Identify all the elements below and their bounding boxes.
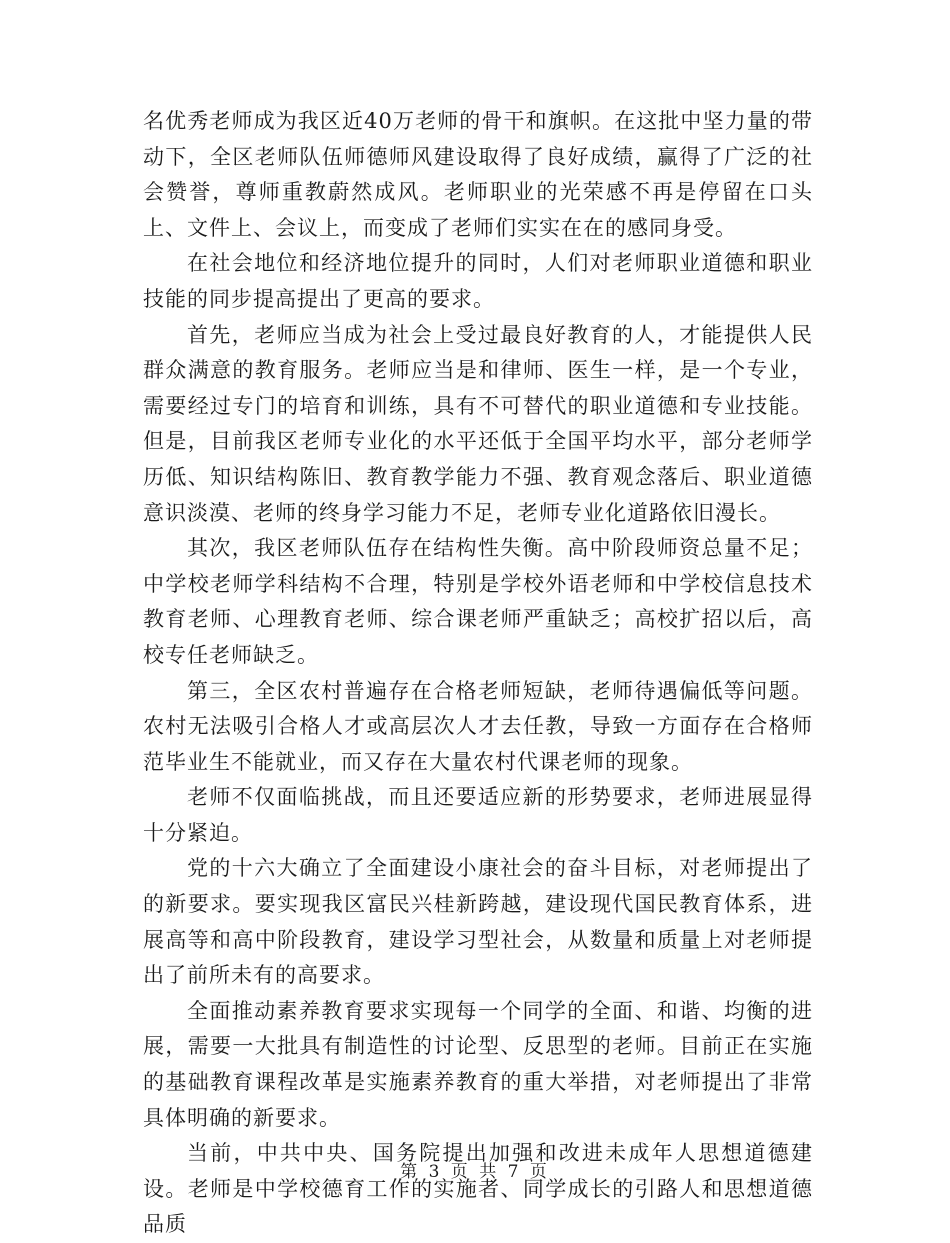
paragraph: 首先，老师应当成为社会上受过最良好教育的人，才能提供人民群众满意的教育服务。老师应当是和律师、医生一样，是一个专业，需要经过专门的培育和训练，具有不可替代的职业道德和专业技能。但是，目前我区老师专业化的水平还低于全国平均水平，部分老师学历低、知识结构陈旧、教育教学能力不强、教育观念落后、职业道德意识淡漠、老师的终身学习能力不足，老师专业化道路依旧漫长。 (143, 322, 813, 525)
paragraph: 第三，全区农村普遍存在合格老师短缺，老师待遇偏低等问题。农村无法吸引合格人才或高层次人才去任教，导致一方面存在合格师范毕业生不能就业，而又存在大量农村代课老师的现象。 (143, 678, 813, 774)
document-body (143, 104, 813, 1243)
paragraph: 老师不仅面临挑战，而且还要适应新的形势要求，老师进展显得十分紧迫。 (143, 785, 813, 845)
paragraph: 当前，中共中央、国务院提出加强和改进未成年人思想道德建设。老师是中学校德育工作的实施者、同学成长的引路人和思想道德品质 (143, 1141, 813, 1237)
paragraph: 在社会地位和经济地位提升的同时，人们对老师职业道德和职业技能的同步提高提出了更高的要求。 (143, 251, 813, 311)
paragraph: 名优秀老师成为我区近40万老师的骨干和旗帜。在这批中坚力量的带动下，全区老师队伍师德师风建设取得了良好成绩，赢得了广泛的社会赞誉，尊师重教蔚然成风。老师职业的光荣感不再是停留在口头上、文件上、会议上，而变成了老师们实实在在的感同身受。 (143, 109, 813, 240)
paragraph: 全面推动素养教育要求实现每一个同学的全面、和谐、均衡的进展，需要一大批具有制造性的讨论型、反思型的老师。目前正在实施的基础教育课程改革是实施素养教育的重大举措，对老师提出了非常具体明确的新要求。 (143, 998, 813, 1130)
paragraph: 其次，我区老师队伍存在结构性失衡。高中阶段师资总量不足；中学校老师学科结构不合理，特别是学校外语老师和中学校信息技术教育老师、心理教育老师、综合课老师严重缺乏；高校扩招以后，高校专任老师缺乏。 (143, 536, 813, 667)
page-number-footer: 第 3 页 共 7 页 (400, 1162, 550, 1182)
paragraph: 党的十六大确立了全面建设小康社会的奋斗目标，对老师提出了的新要求。要实现我区富民兴桂新跨越，建设现代国民教育体系，进展高等和高中阶段教育，建设学习型社会，从数量和质量上对老师提出了前所未有的高要求。 (143, 856, 813, 988)
